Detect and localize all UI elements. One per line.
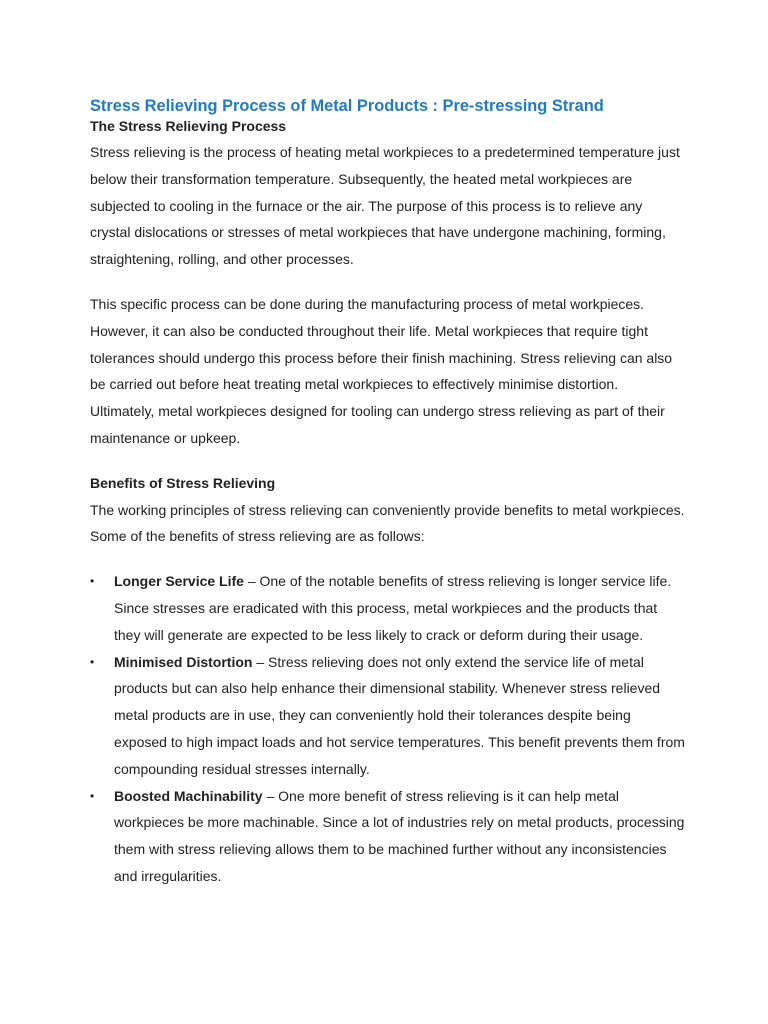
list-item: [90, 783, 685, 890]
bullet-icon: •: [90, 654, 95, 669]
paragraph-benefits-intro: The working principles of stress relieving can conveniently provide benefits to metal workpieces. Some of the benefits of stress relieving are as follows:: [90, 501, 685, 545]
benefit-label: Longer Service Life: [114, 573, 244, 590]
document-page: [90, 95, 685, 890]
paragraph-intro: Stress relieving is the process of heating metal workpieces to a predetermined temperature just below their transformation temperature. Subsequently, the heated metal workpieces are subjected to cooling in the furnace or the air. The purpose of this process is to relieve any crystal dislocations or stresses of metal workpieces that have undergone machining, forming, straightening, rolling, and other processes.: [90, 144, 680, 268]
benefit-text: – Stress relieving does not only extend the service life of metal products but can also help enhance their dimensional stability. Whenever stress relieved metal products are in use, they can conveniently hold their tolerances despite being exposed to high impact loads and hot service temperatures. This benefit prevents them from compounding residual stresses internally.: [114, 653, 685, 777]
benefit-label: Boosted Machinability: [114, 787, 263, 804]
benefit-text: – One of the notable benefits of stress relieving is longer service life. Since stresses are eradicated with this process, metal workpieces and the products that they will generate are expected to be less likely to crack or deform during their usage.: [114, 573, 672, 643]
document-title: Stress Relieving Process of Metal Products : Pre-stressing Strand: [90, 97, 604, 115]
list-item: [90, 568, 685, 648]
benefit-text: – One more benefit of stress relieving is it can help metal workpieces be more machinable. Since a lot of industries rely on metal products, processing them with stress relieving allows them to be machined further without any inconsistencies and irregularities.: [114, 787, 685, 884]
paragraph-timing: This specific process can be done during the manufacturing process of metal workpieces. However, it can also be conducted throughout their life. Metal workpieces that require tight tolerances should undergo this process before their finish machining. Stress relieving can also be carried out before heat treating metal workpieces to effectively minimise distortion. Ultimately, metal workpieces designed for tooling can undergo stress relieving as part of their maintenance or upkeep.: [90, 295, 673, 446]
benefit-label: Minimised Distortion: [114, 653, 253, 670]
list-item: [90, 649, 685, 783]
benefits-list: [90, 568, 685, 890]
bullet-icon: •: [90, 574, 95, 589]
section-heading-benefits: Benefits of Stress Relieving: [90, 474, 276, 491]
bullet-icon: •: [90, 788, 95, 803]
section-heading-process: The Stress Relieving Process: [90, 118, 287, 134]
